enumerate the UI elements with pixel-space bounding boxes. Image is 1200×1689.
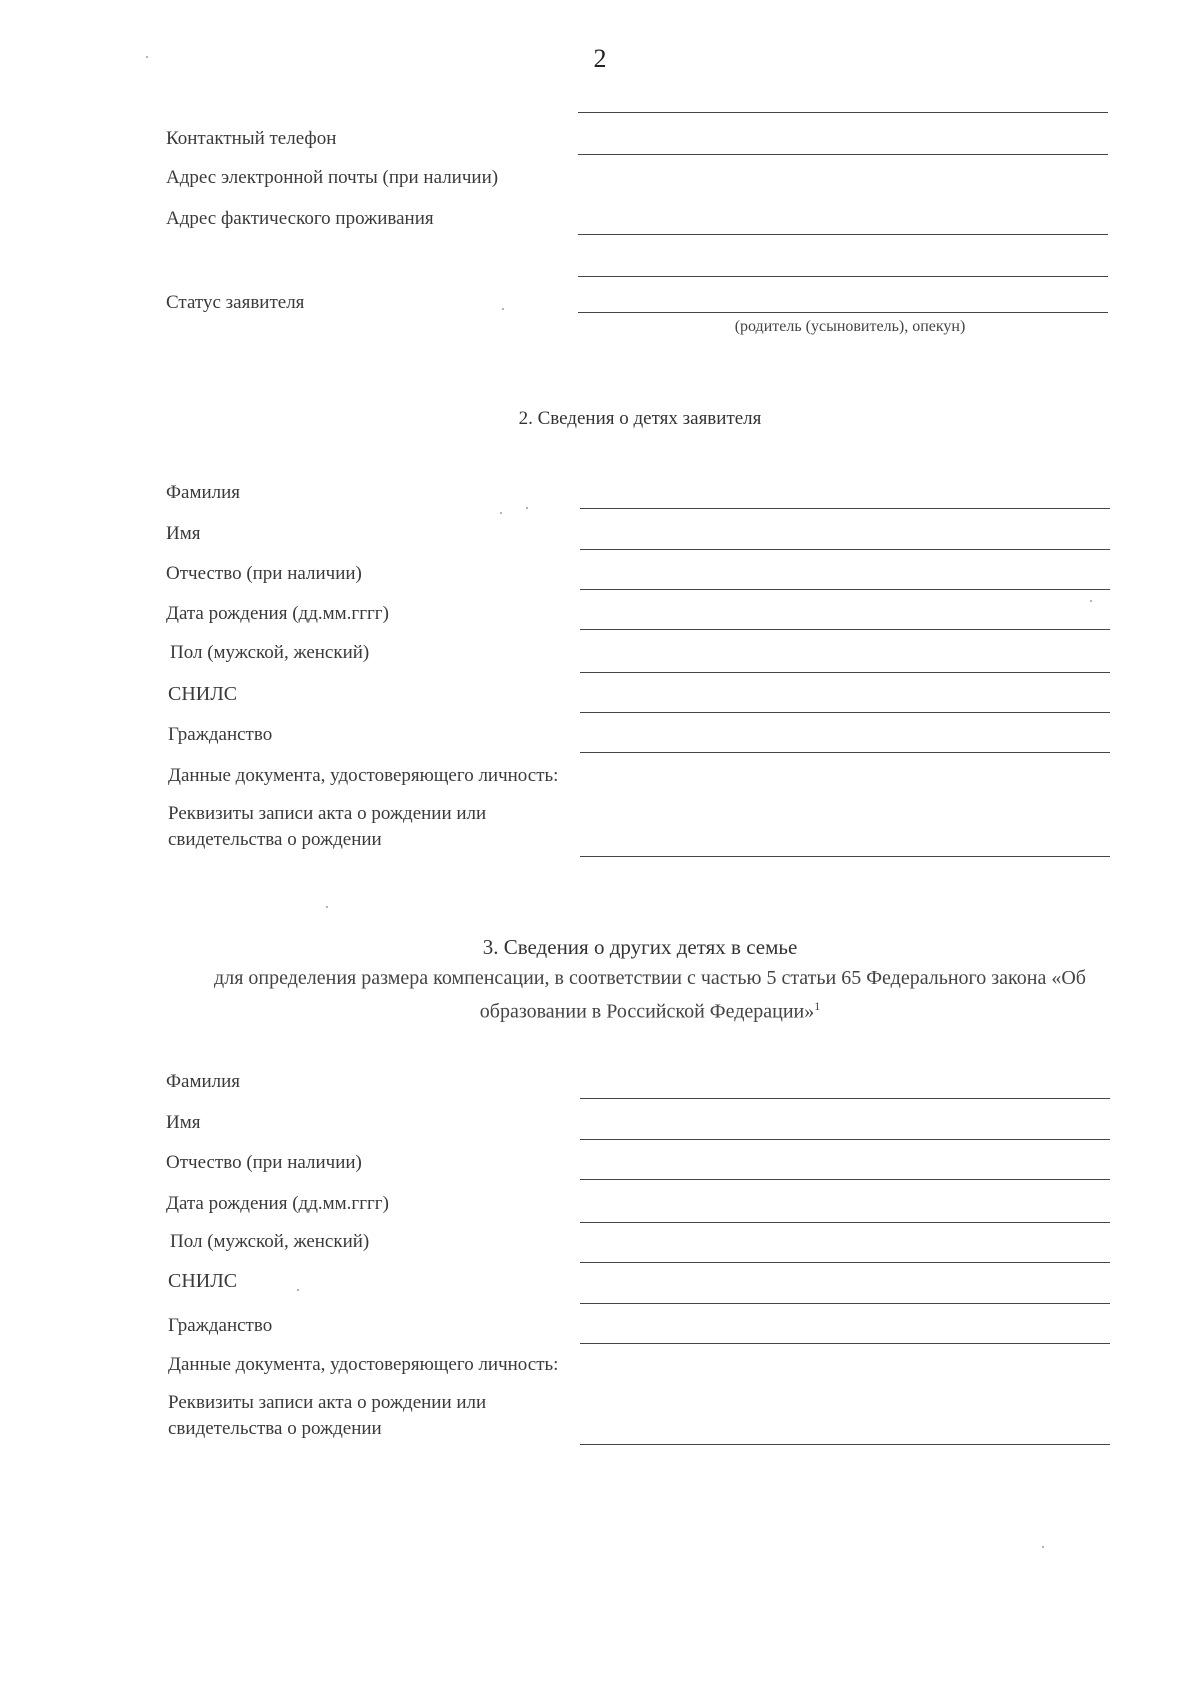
child-birth-record-line[interactable]: [580, 856, 1110, 857]
child-surname-label: Фамилия: [166, 482, 241, 503]
contact-phone-line[interactable]: [578, 154, 1108, 155]
other-child-name-line[interactable]: [580, 1139, 1110, 1140]
child-citizenship-label: Гражданство: [168, 724, 273, 745]
child-name-label: Имя: [166, 523, 201, 544]
other-child-birth-date-label: Дата рождения (дд.мм.гггг): [166, 1193, 389, 1214]
other-child-birth-record-label: Реквизиты записи акта о рождении или свидетельства о рождении: [168, 1392, 487, 1439]
child-citizenship-line[interactable]: [580, 752, 1110, 753]
applicant-status-line[interactable]: [578, 312, 1108, 313]
other-child-identity-doc-label: Данные документа, удостоверяющего личность:: [168, 1354, 559, 1375]
child-birth-date-line[interactable]: [580, 629, 1110, 630]
scan-speck: [502, 308, 504, 310]
child-birth-record-label: Реквизиты записи акта о рождении или свидетельства о рождении: [168, 803, 487, 850]
other-child-patronymic-label: Отчество (при наличии): [166, 1152, 362, 1173]
child-patronymic-label: Отчество (при наличии): [166, 563, 362, 584]
other-child-snils-label: СНИЛС: [168, 1270, 238, 1292]
child-sex-label: Пол (мужской, женский): [170, 642, 370, 663]
other-child-name-label: Имя: [166, 1112, 201, 1133]
other-child-sex-label: Пол (мужской, женский): [170, 1231, 370, 1252]
page-number: 2: [593, 44, 607, 73]
other-child-surname-line[interactable]: [580, 1098, 1110, 1099]
other-child-birth-date-line[interactable]: [580, 1222, 1110, 1223]
other-child-sex-line[interactable]: [580, 1262, 1110, 1263]
child-snils-label: СНИЛС: [168, 683, 238, 705]
footnote-mark: 1: [814, 999, 821, 1013]
other-child-birth-record-line[interactable]: [580, 1444, 1110, 1445]
section-3-title: 3. Сведения о других детях в семье: [482, 935, 798, 959]
actual-address-line-2[interactable]: [578, 276, 1108, 277]
top-blank-line[interactable]: [578, 112, 1108, 113]
child-patronymic-line[interactable]: [580, 589, 1110, 590]
scan-speck: [297, 1289, 299, 1291]
other-child-citizenship-line[interactable]: [580, 1343, 1110, 1344]
scan-speck: [326, 906, 328, 908]
actual-address-line-1[interactable]: [578, 234, 1108, 235]
child-snils-line[interactable]: [580, 712, 1110, 713]
scan-speck: [526, 507, 528, 509]
other-child-snils-line[interactable]: [580, 1303, 1110, 1304]
other-child-citizenship-label: Гражданство: [168, 1315, 273, 1336]
applicant-status-hint: (родитель (усыновитель), опекун): [734, 318, 966, 335]
scan-speck: [500, 512, 502, 514]
other-child-surname-label: Фамилия: [166, 1071, 241, 1092]
other-child-patronymic-line[interactable]: [580, 1179, 1110, 1180]
scan-speck: [1042, 1546, 1044, 1548]
contact-phone-label: Контактный телефон: [166, 128, 337, 149]
email-label: Адрес электронной почты (при наличии): [166, 167, 499, 188]
child-name-line[interactable]: [580, 549, 1110, 550]
section-3-subtitle-text: для определения размера компенсации, в соответствии с частью 5 статьи 65 Федерального закона «Об образовании в Российской Федерации»: [214, 967, 1086, 1023]
child-sex-line[interactable]: [580, 672, 1110, 673]
section-2-title: 2. Сведения о детях заявителя: [518, 408, 762, 429]
child-surname-line[interactable]: [580, 508, 1110, 509]
actual-address-label: Адрес фактического проживания: [166, 208, 434, 229]
scan-speck: [146, 56, 148, 58]
child-identity-doc-label: Данные документа, удостоверяющего личность:: [168, 765, 559, 786]
section-3-subtitle: [170, 964, 1130, 1026]
applicant-status-label: Статус заявителя: [166, 292, 305, 313]
child-birth-date-label: Дата рождения (дд.мм.гггг): [166, 603, 389, 624]
scan-speck: [1090, 600, 1092, 602]
